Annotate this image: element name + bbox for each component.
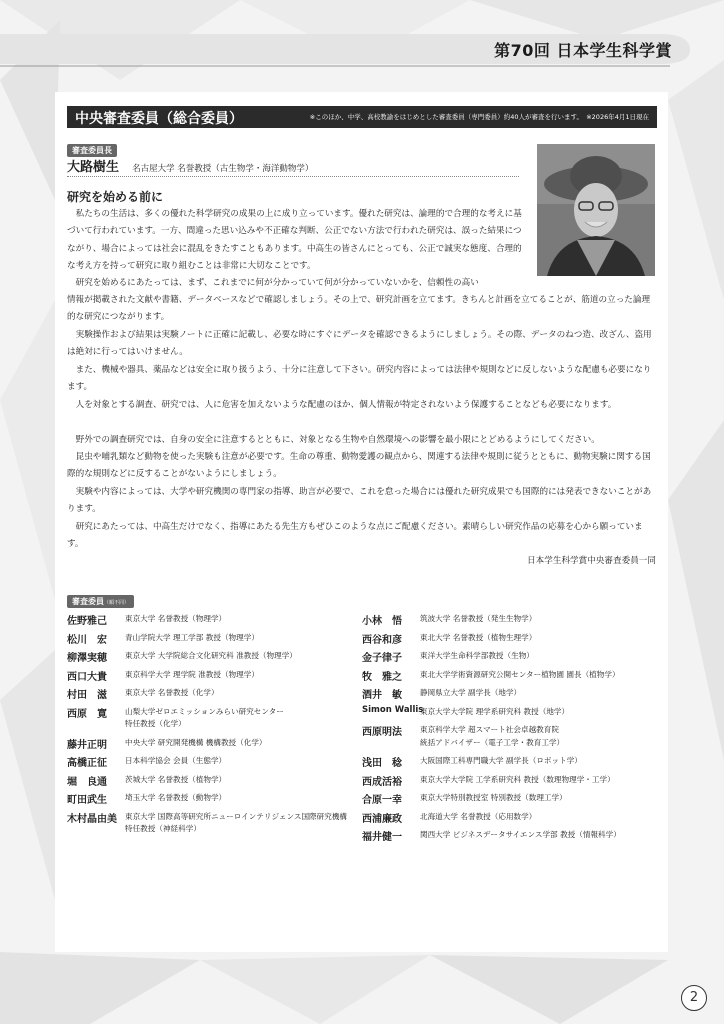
member-row xyxy=(362,612,662,631)
content-panel xyxy=(55,92,668,952)
members-tag xyxy=(67,595,134,608)
member-row xyxy=(362,631,662,650)
section-title: 中央審査委員（総合委員） xyxy=(75,111,243,127)
member-row xyxy=(362,723,662,754)
member-name: 佐野雅己 xyxy=(67,616,107,627)
member-row xyxy=(67,649,357,668)
member-row xyxy=(362,649,662,668)
intro-paragraph-5: 人を対象とする調査、研究では、人に危害を加えないような配慮のほか、個人情報が特定されないよう保護することなども必要になります。 xyxy=(67,400,617,410)
header-title: 第70回 日本学生科学賞 xyxy=(494,41,672,60)
member-name: 堀 良通 xyxy=(67,776,107,788)
intro-paragraph-9: 研究にあたっては、中高生だけでなく、指導にあたる先生方もぜひこのような点にご配慮ください。素晴らしい研究作品の応募を心から願っています。 xyxy=(67,522,643,550)
member-name: 村田 滋 xyxy=(67,690,107,701)
member-name: Simon Wallis xyxy=(362,704,424,715)
chair-tag: 審査委員長 xyxy=(67,144,117,157)
member-name: 小林 悟 xyxy=(362,616,402,627)
member-row xyxy=(362,705,662,724)
chair-photo xyxy=(537,144,655,276)
member-row xyxy=(362,686,662,705)
members-left-column xyxy=(67,612,357,841)
member-name: 高橋正征 xyxy=(67,758,107,769)
section-title-bar xyxy=(67,106,657,128)
member-name: 合原一幸 xyxy=(362,795,402,806)
member-name: 牧 雅之 xyxy=(362,671,402,683)
member-name: 金子律子 xyxy=(362,653,402,664)
member-affiliation: 東洋大学生命科学部教授（生物） xyxy=(420,651,534,660)
member-row xyxy=(67,791,357,810)
member-affiliation: 大阪国際工科専門職大学 副学長（ロボット学） xyxy=(420,756,582,765)
member-name: 柳澤実穂 xyxy=(67,653,107,664)
member-affiliation: 東京大学 国際高等研究所ニューロインテリジェンス国際研究機構 特任教授（神経科学） xyxy=(125,811,348,833)
member-name: 町田武生 xyxy=(67,795,107,806)
member-affiliation: 青山学院大学 理工学部 教授（物理学） xyxy=(125,632,259,642)
member-affiliation: 東京大学特別教授室 特別教授（数理工学） xyxy=(420,793,567,802)
intro-paragraph-4: また、機械や器具、薬品などは安全に取り扱うよう、十分に注意して下さい。研究内容によっては法律や規則などに反しないような配慮も必要になります。 xyxy=(67,365,652,393)
member-name: 西浦廉政 xyxy=(362,813,402,825)
member-affiliation: 東北大学 名誉教授（植物生理学） xyxy=(420,632,537,642)
member-row xyxy=(362,668,662,687)
member-affiliation: 埼玉大学 名誉教授（動物学） xyxy=(125,793,227,802)
member-name: 西口大貴 xyxy=(67,671,107,683)
member-row xyxy=(67,754,357,773)
member-affiliation: 東京大学 大学院総合文化研究科 准教授（物理学） xyxy=(125,651,297,660)
member-name: 浅田 稔 xyxy=(362,758,402,769)
member-name: 福井健一 xyxy=(362,832,402,843)
members-tag-note: （順不同） xyxy=(104,600,130,606)
page-number: 2 xyxy=(681,985,707,1011)
member-affiliation: 山梨大学ゼロエミッションみらい研究センター 特任教授（化学） xyxy=(125,706,284,728)
member-affiliation: 中央大学 研究開発機構 機構教授（化学） xyxy=(125,737,267,747)
member-affiliation: 東京科学大学 理学院 准教授（物理学） xyxy=(125,669,259,679)
members-tag-label: 審査委員 xyxy=(72,597,104,606)
section-note: ※このほか、中学、高校教諭をはじめとした審査委員（専門委員）約40人が審査を行います。 ※2026年4月1日現在 xyxy=(309,113,649,121)
member-row xyxy=(67,773,357,792)
member-row xyxy=(67,612,357,631)
signature: 日本学生科学賞中央審査委員一同 xyxy=(527,556,656,566)
intro-paragraph-2: 情報が掲載された文献や書籍、データベースなどで確認しましょう。その上で、研究計画を立てます。きちんと計画を立てることが、筋道の立った論理的な研究につながります。 xyxy=(67,295,651,323)
intro-paragraph-1: 私たちの生活は、多くの優れた科学研究の成果の上に成り立っています。優れた研究は、論理的で合理的な考えに基づいて行われています。一方、間違った思い込みや不正確な判断、公正でない方法で行われた研究は、誤った結果につながり、場合によっては社会に混乱をきたすこともあります。中高生の皆さんにとっても、公正で誠実な態度、合理的な考え方を持って研究に取り組むことは非常に大切なことです。 xyxy=(67,209,522,271)
member-name: 藤井正明 xyxy=(67,739,107,751)
member-affiliation: 東京大学 名誉教授（物理学） xyxy=(125,614,227,623)
intro-heading: 研究を始める前に xyxy=(67,190,164,204)
intro-paragraph-8: 実験や内容によっては、大学や研究機関の専門家の指導、助言が必要で、これを怠った場合には優れた研究成果でも国際的には発表できないことがあります。 xyxy=(67,487,652,515)
member-row xyxy=(362,791,662,810)
intro-paragraph-7: 昆虫や哺乳類など動物を使った実験も注意が必要です。生命の尊重、動物愛護の観点から、関連する法律や規則に従うとともに、動物実験に関する国際的な規則などに反することがないようにしましょう。 xyxy=(67,452,651,480)
member-row xyxy=(67,705,357,736)
member-row xyxy=(67,631,357,650)
member-affiliation: 北海道大学 名誉教授（応用数学） xyxy=(420,811,537,821)
member-affiliation: 筑波大学 名誉教授（発生生物学） xyxy=(420,614,537,623)
intro-paragraph-6: 野外での調査研究では、自身の安全に注意するとともに、対象となる生物や自然環境への影響を最小限にとどめるようにしてください。 xyxy=(67,435,600,445)
member-name: 酒井 敏 xyxy=(362,690,402,701)
member-affiliation: 日本科学協会 会員（生態学） xyxy=(125,756,227,765)
chair-line xyxy=(67,156,519,177)
member-affiliation: 東京大学大学院 理学系研究科 教授（地学） xyxy=(420,706,570,716)
member-row xyxy=(362,810,662,829)
chair-name: 大路樹生 xyxy=(67,160,120,175)
member-name: 木村晶由美 xyxy=(67,813,117,825)
member-affiliation: 静岡県立大学 副学長（地学） xyxy=(420,688,522,697)
member-row xyxy=(67,686,357,705)
member-affiliation: 茨城大学 名誉教授（植物学） xyxy=(125,774,227,784)
member-name: 松川 宏 xyxy=(67,634,107,646)
intro-paragraph-2-start: 研究を始めるにあたっては、まず、これまでに何が分かっていて何が分かっていないかを、信頼性の高い xyxy=(67,278,479,288)
member-row xyxy=(67,668,357,687)
chair-affiliation: 名古屋大学 名誉教授（古生物学・海洋動物学） xyxy=(132,164,314,174)
page-header xyxy=(0,30,724,68)
member-name: 西谷和彦 xyxy=(362,634,402,646)
intro-paragraph-3: 実験操作および結果は実験ノートに正確に記載し、必要な時にすぐにデータを確認できるようにしましょう。その際、データのねつ造、改ざん、盗用は絶対に行ってはいけません。 xyxy=(67,330,652,358)
member-row xyxy=(362,773,662,792)
member-row xyxy=(362,828,662,847)
member-name: 西成活裕 xyxy=(362,776,402,788)
member-affiliation: 東北大学学術資源研究公開センター植物園 園長（植物学） xyxy=(420,669,620,679)
member-name: 西原明法 xyxy=(362,727,402,738)
member-affiliation: 関西大学 ビジネスデータサイエンス学部 教授（情報科学） xyxy=(420,830,621,839)
member-affiliation: 東京科学大学 超スマート社会卓越教育院 統括アドバイザー（電子工学・教育工学） xyxy=(420,725,565,747)
member-row xyxy=(362,754,662,773)
member-row xyxy=(67,810,357,841)
member-name: 西原 寛 xyxy=(67,708,107,720)
member-affiliation: 東京大学 名誉教授（化学） xyxy=(125,688,219,697)
members-right-column xyxy=(362,612,662,847)
member-row xyxy=(67,736,357,755)
member-affiliation: 東京大学大学院 工学系研究科 教授（数理物理学・工学） xyxy=(420,774,615,784)
